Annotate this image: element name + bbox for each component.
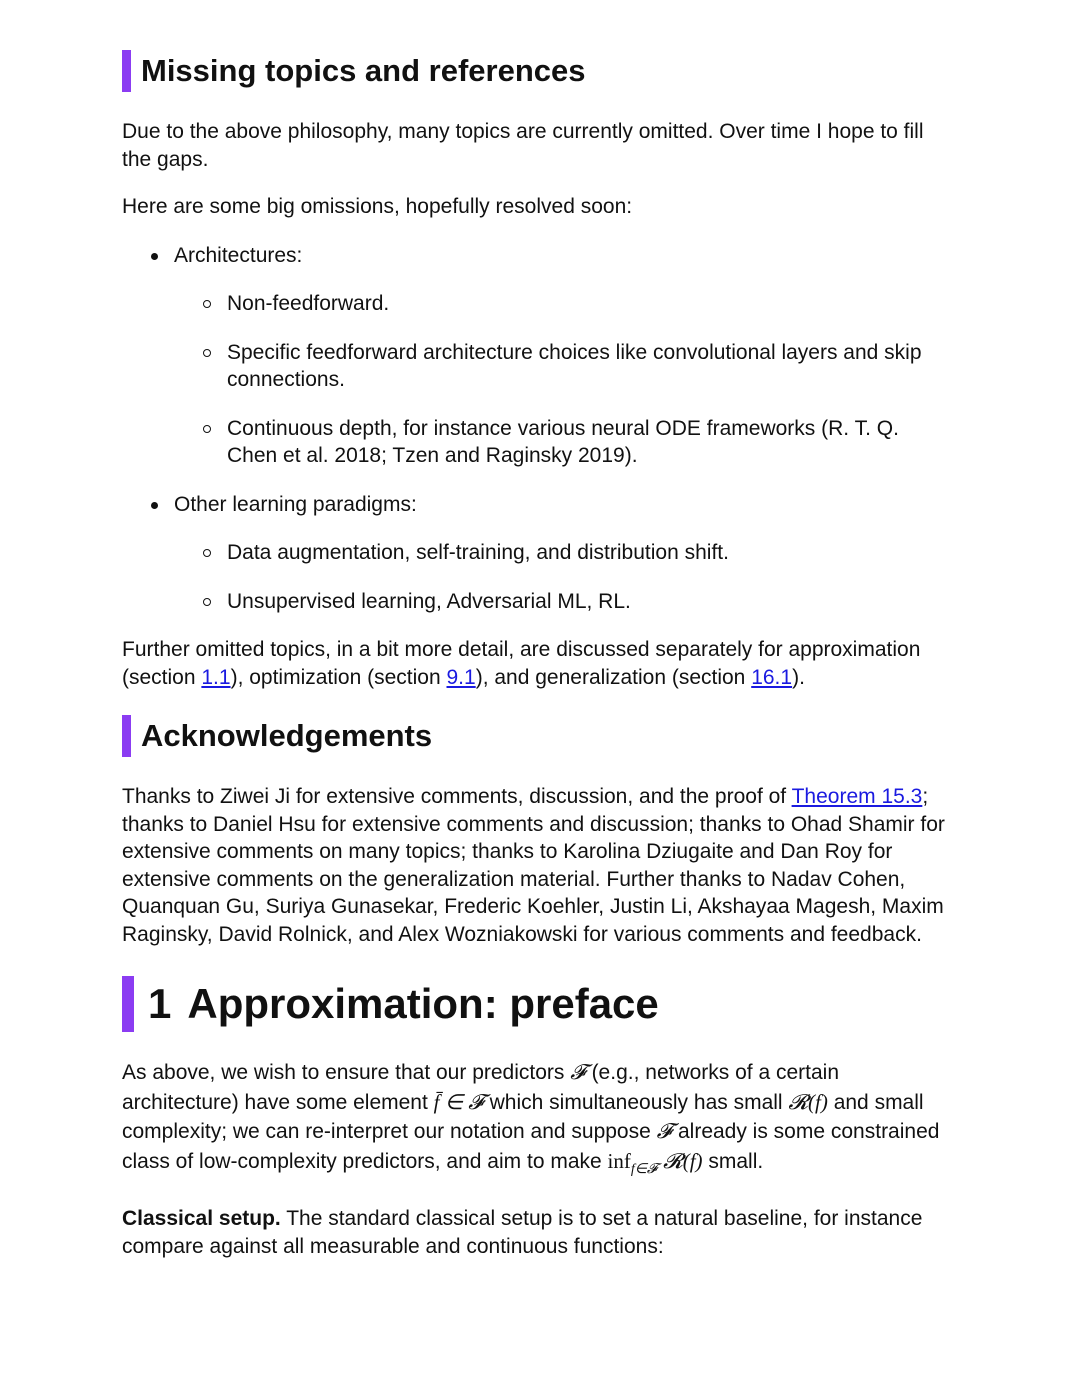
text: already is some constrained class of low-complexity predictors, and aim to make [122,1120,940,1173]
omissions-list [122,242,952,616]
text: Thanks to Ziwei Ji for extensive comments, discussion, and the proof of [122,785,792,808]
math: inf [607,1148,631,1173]
math: 𝓡(f) [788,1089,828,1114]
text: ; thanks to Daniel Hsu for extensive comments and discussion; thanks to Ohad Shamir for extensive comments on many topics; thanks to Karolina Dziugaite and Dan Roy for extensive comments on the generalization material. Further thanks to Nadav Cohen, Quanquan Gu, Suriya Gunasekar, Frederic Koehler, Justin Li, Akshayaa Magesh, Maxim Raginsky, David Rolnick, and Alex Wozniakowski for various comments and feedback. [122,785,945,946]
document-page [122,0,952,1260]
section-heading-acknowledgements: Acknowledgements [122,715,952,757]
chapter-heading [122,976,952,1032]
text: which simultaneously has small [483,1090,789,1114]
list-item: Non-feedforward. [122,290,952,318]
math: 𝓕 [468,1089,484,1114]
section-link-9-1[interactable]: 9.1 [446,665,476,689]
text: As above, we wish to ensure that our predictors [122,1061,571,1084]
text: Further omitted topics, in a bit more detail, are discussed separately for approximation (section [122,638,921,689]
section-link-1-1[interactable]: 1.1 [201,665,231,689]
math: 𝓡(f) [663,1148,703,1173]
math: 𝓕 [570,1060,586,1084]
list-item: Specific feedforward architecture choices like convolutional layers and skip connections. [122,339,952,394]
math: f∈𝓕 [630,1161,658,1177]
list-item: Other learning paradigms: [122,491,952,519]
text: ), optimization (section [230,665,447,689]
paragraph [122,783,952,948]
paragraph [122,1058,952,1184]
paragraph [122,636,952,691]
list-item: Continuous depth, for instance various neural ODE frameworks (R. T. Q. Chen et al. 2018; Tzen and Raginsky 2019). [122,415,952,470]
math: 𝓕 [656,1119,673,1143]
list-item: Unsupervised learning, Adversarial ML, RL. [122,588,952,616]
text: ). [792,665,805,689]
bold-lead: Classical setup. [122,1207,281,1230]
text: ), and generalization (section [475,665,752,689]
text: small. [702,1149,764,1173]
chapter-title: Approximation: preface [187,980,659,1027]
text: and small complexity; we can re-interpret our notation and suppose [122,1090,924,1143]
paragraph: Here are some big omissions, hopefully resolved soon: [122,195,633,218]
section-link-16-1[interactable]: 16.1 [751,665,793,689]
theorem-link[interactable]: Theorem 15.3 [791,785,923,808]
chapter-number: 1 [148,980,172,1027]
section-heading-missing-topics: Missing topics and references [122,50,952,92]
paragraph: Due to the above philosophy, many topics are currently omitted. Over time I hope to fill the gaps. [122,120,924,171]
text: (e.g., networks of a certain architecture) have some element [122,1061,840,1114]
text: The standard classical setup is to set a natural baseline, for instance compare against all measurable and continuous functions: [122,1207,923,1258]
paragraph [122,1205,952,1260]
math: f̄ ∈ [433,1089,469,1114]
list-item: Data augmentation, self-training, and distribution shift. [122,539,952,567]
list-item: Architectures: [122,242,952,270]
